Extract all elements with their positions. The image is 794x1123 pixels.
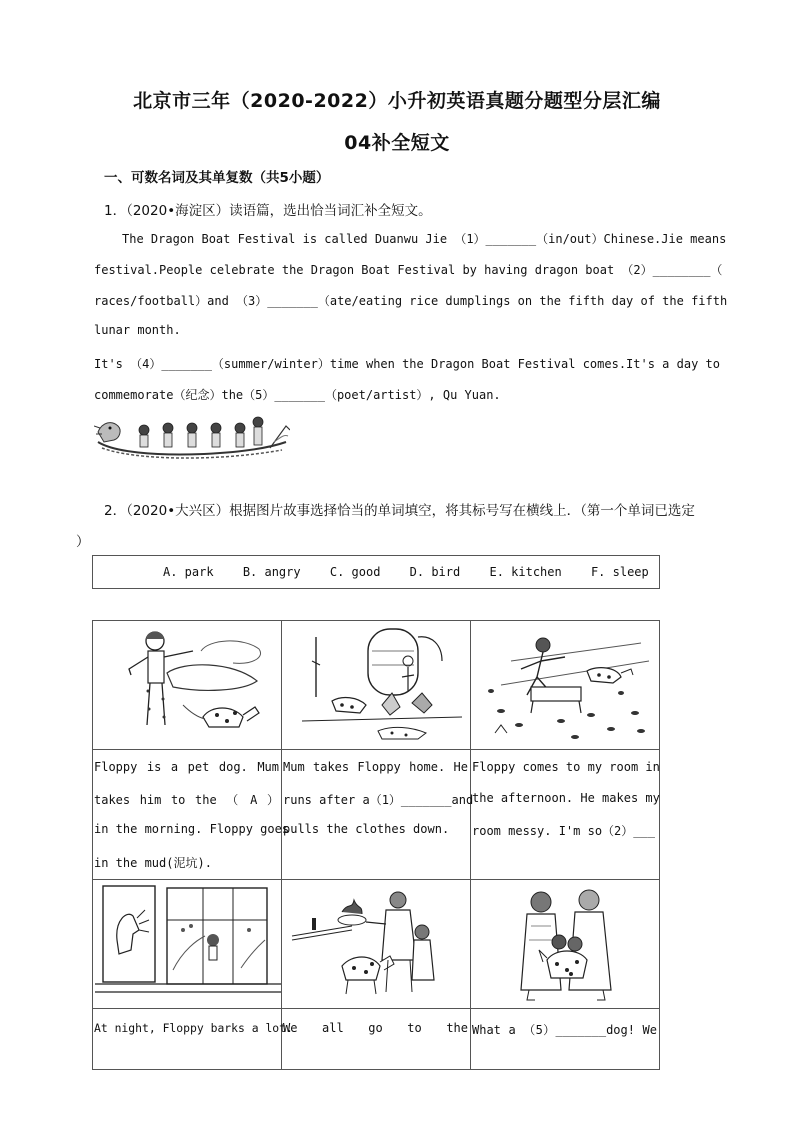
document-title: 北京市三年（2020-2022）小升初英语真题分题型分层汇编 xyxy=(133,90,661,112)
story-text-1-line-2: takes him to the （ A ） xyxy=(94,793,279,807)
story-picture-5 xyxy=(282,880,470,1008)
q1-line-1: The Dragon Boat Festival is called Duanwu Jie （1）_______（in/out）Chinese.Jie means xyxy=(122,232,727,246)
option-e: E. kitchen xyxy=(489,565,562,579)
document-subtitle: 04补全短文 xyxy=(344,132,450,154)
option-c: C. good xyxy=(329,565,381,579)
story-text-3-line-1: Floppy comes to my room in xyxy=(472,760,660,774)
q1-line-6: commemorate（纪念）the（5）_______（poet/artist）, Qu Yuan. xyxy=(94,388,501,402)
question-1-head: 1．（2020•海淀区）读语篇，选出恰当词汇补全短文。 xyxy=(104,203,432,219)
question-2-head: 2．（2020•大兴区）根据图片故事选择恰当的单词填空，将其标号写在横线上．（第一个单词已选定 xyxy=(104,503,695,519)
option-b: B. angry xyxy=(242,565,301,579)
question-2-head-cont: ） xyxy=(76,534,90,550)
story-picture-1 xyxy=(93,621,281,749)
picture-row-1 xyxy=(93,621,660,750)
story-picture-4 xyxy=(93,880,281,1008)
story-text-5 xyxy=(282,1009,469,1069)
story-text-4 xyxy=(93,1009,293,1069)
story-text-6-line-1: What a （5）_______dog! We xyxy=(472,1023,657,1037)
q1-line-5: It's （4）_______（summer/winter）time when the Dragon Boat Festival comes.It's a day to xyxy=(94,357,720,371)
story-text-1-line-4: in the mud(泥坑). xyxy=(94,856,212,870)
text-row-1 xyxy=(93,750,660,880)
story-text-3-line-2: the afternoon. He makes my xyxy=(472,791,660,805)
story-picture-6 xyxy=(471,880,659,1008)
story-picture-2 xyxy=(282,621,470,749)
story-text-2-line-1: Mum takes Floppy home. He xyxy=(283,760,468,774)
story-text-6 xyxy=(471,1009,658,1069)
story-text-3-line-3: room messy. I'm so（2）___ xyxy=(472,824,655,838)
story-text-2-line-2: runs after a（1）_______and xyxy=(283,793,474,807)
word-options xyxy=(163,565,649,579)
dragon-boat-illustration xyxy=(94,412,290,464)
text-row-2 xyxy=(93,1009,660,1070)
q1-line-4: lunar month. xyxy=(94,323,181,337)
story-text-2-line-3: pulls the clothes down. xyxy=(283,822,450,836)
option-d: D. bird xyxy=(409,565,461,579)
story-grid xyxy=(92,620,660,1070)
story-text-5-line-1: We all go to the xyxy=(283,1021,468,1035)
section-heading: 一、可数名词及其单复数（共5小题） xyxy=(104,170,330,186)
q1-line-2: festival.People celebrate the Dragon Boat Festival by having dragon boat （2）________（ xyxy=(94,263,723,277)
story-text-4-line-1: At night, Floppy barks a lot. xyxy=(94,1021,293,1035)
option-f: F. sleep xyxy=(590,565,649,579)
picture-row-2 xyxy=(93,880,660,1009)
story-text-1-line-3: in the morning. Floppy goes xyxy=(94,822,290,836)
story-text-1 xyxy=(93,750,290,879)
story-text-3 xyxy=(471,750,658,879)
story-text-2 xyxy=(282,750,474,879)
q1-line-3: races/football）and （3）_______（ate/eating rice dumplings on the fifth day of the fifth xyxy=(94,294,728,308)
story-picture-3 xyxy=(471,621,659,749)
word-options-box xyxy=(92,555,660,589)
story-text-1-line-1: Floppy is a pet dog. Mum xyxy=(94,760,279,774)
option-a: A. park xyxy=(163,565,214,579)
